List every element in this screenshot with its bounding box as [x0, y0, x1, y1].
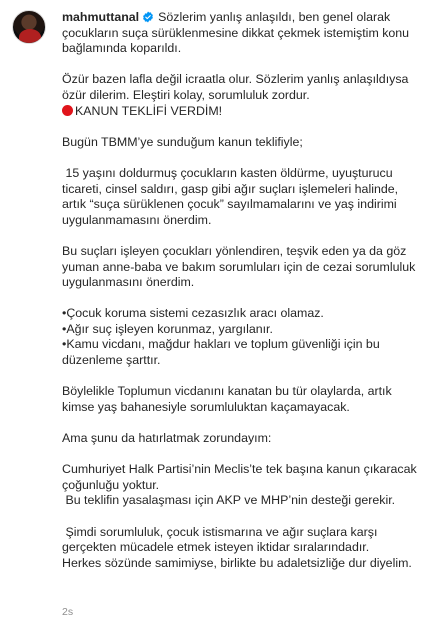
paragraph-gap — [62, 509, 423, 525]
avatar[interactable] — [12, 10, 46, 44]
paragraph-gap — [62, 447, 423, 463]
caption-line: yuman anne-baba ve bakım sorumluları için de cezai sorumluluk — [62, 259, 416, 274]
caption-line-text: KANUN TEKLİFİ VERDİM! — [75, 103, 223, 118]
caption-line: uygulanmasını önerdim. — [62, 275, 195, 290]
paragraph-gap — [62, 369, 423, 385]
caption-line: uygulanmamasını önerdim. — [62, 212, 212, 227]
caption-line: •Çocuk koruma sistemi cezasızlık aracı olamaz. — [62, 306, 324, 321]
caption-line: Şimdi sorumluluk, çocuk istismarına ve ağır suçlara karşı — [62, 524, 378, 539]
caption-line: bağlamında koparıldı. — [62, 41, 182, 56]
paragraph-gap — [62, 415, 423, 431]
caption-line — [62, 104, 423, 120]
caption-line: •Kamu vicdanı, mağdur hakları ve toplum güvenliği için bu — [62, 337, 380, 352]
caption-line: Ama şunu da hatırlatmak zorundayım: — [62, 431, 272, 446]
caption-line: gerçekten mücadele etmek isteyen iktidar sıralarındadır. — [62, 540, 370, 555]
caption-line: Bu teklifin yasalaşması için AKP ve MHP’nin desteği gerekir. — [62, 493, 396, 508]
caption-line: Böylelikle Toplumun vicdanını kanatan bu tür olaylarda, artık — [62, 384, 392, 399]
caption-line: ticareti, cinsel saldırı, gasp gibi ağır suçları işlemeleri halinde, — [62, 181, 399, 196]
caption-line-text: Sözlerim yanlış anlaşıldı, ben genel olarak — [158, 10, 391, 24]
caption-line — [62, 10, 423, 26]
caption-text — [62, 10, 423, 571]
caption-column — [62, 10, 423, 642]
caption-line: Cumhuriyet Halk Partisi’nin Meclis’te tek başına kanun çıkaracak — [62, 462, 417, 477]
caption-line: özür dilerim. Eleştiri kolay, sorumluluk zordur. — [62, 87, 310, 102]
caption-line: Bugün TBMM’ye sunduğum kanun teklifiyle; — [62, 134, 303, 149]
username-link[interactable]: mahmuttanal — [62, 10, 140, 24]
caption-line: Özür bazen lafla değil icraatla olur. Sözlerim yanlış anlaşıldıysa — [62, 72, 409, 87]
avatar-column — [12, 10, 48, 642]
post-timestamp[interactable]: 2s — [62, 606, 74, 618]
caption-line: Herkes sözünde samimiyse, birlikte bu adaletsizliğe dur diyelim. — [62, 555, 412, 570]
red-circle-icon — [62, 105, 73, 116]
paragraph-gap — [62, 57, 423, 73]
caption-line: artık “suça sürüklenen çocuk” sayılmamalarını ve yaş indirimi — [62, 197, 397, 212]
caption-line: kimse yaş bahanesiyle sorumluluktan kaçamayacak. — [62, 399, 350, 414]
paragraph-gap — [62, 150, 423, 166]
caption-line: 15 yaşını doldurmuş çocukların kasten öldürme, uyuşturucu — [62, 165, 393, 180]
verified-badge-icon — [142, 11, 154, 23]
caption-line: •Ağır suç işleyen korunmaz, yargılanır. — [62, 321, 273, 336]
caption-line: çoğunluğu yoktur. — [62, 477, 160, 492]
caption-line: Bu suçları işleyen çocukları yönlendiren, teşvik eden ya da göz — [62, 243, 407, 258]
paragraph-gap — [62, 119, 423, 135]
caption-line: düzenleme şarttır. — [62, 353, 161, 368]
paragraph-gap — [62, 228, 423, 244]
caption-line: çocukların suça sürüklenmesine dikkat çekmek istemiştim konu — [62, 25, 410, 40]
paragraph-gap — [62, 291, 423, 307]
